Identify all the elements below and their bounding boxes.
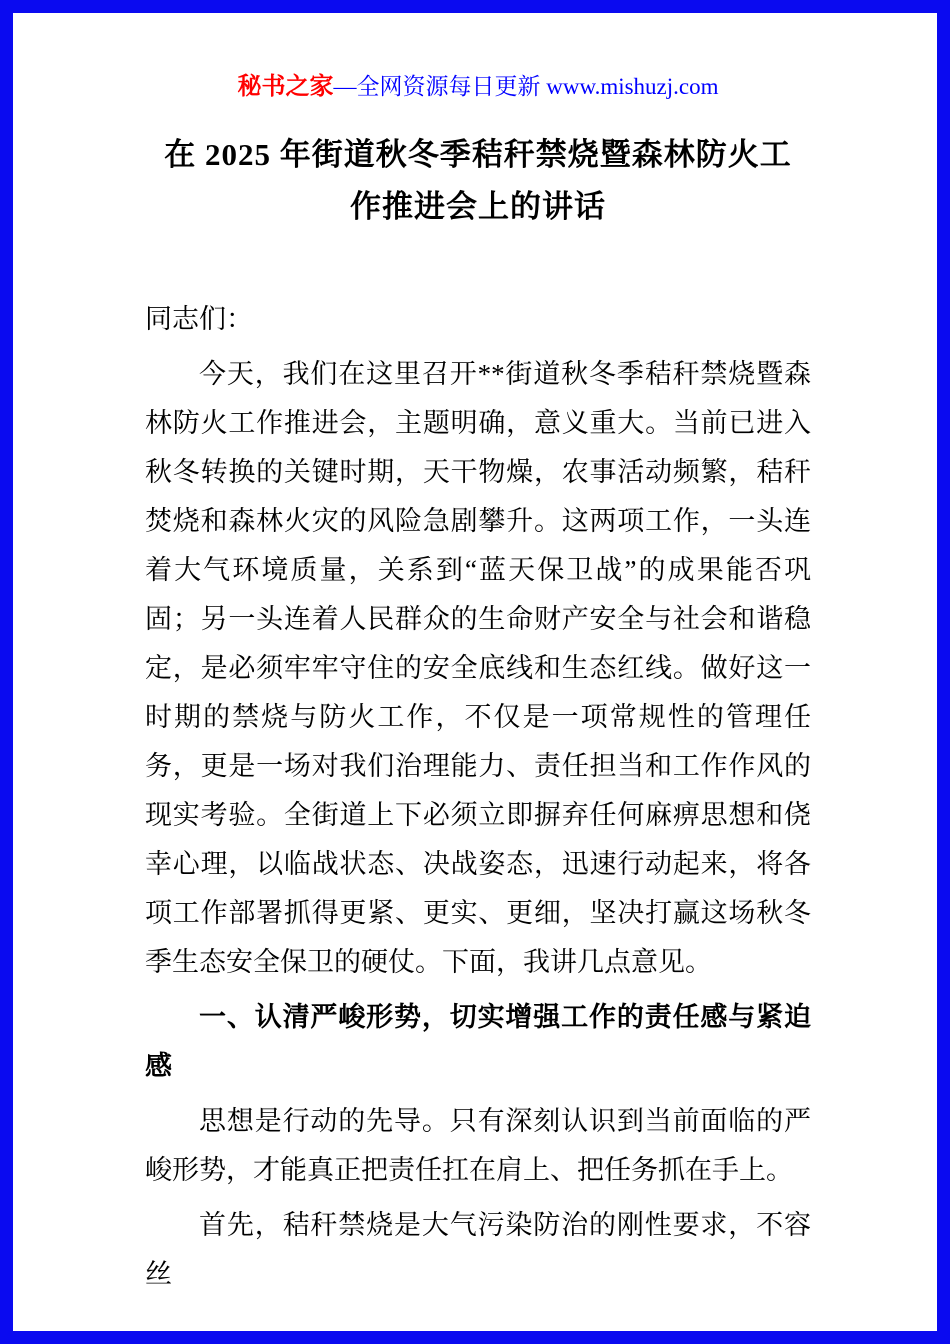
paragraph-intro: 今天，我们在这里召开**街道秋冬季秸秆禁烧暨森林防火工作推进会，主题明确，意义重大。当前已进入秋冬转换的关键时期，天干物燥，农事活动频繁，秸秆焚烧和森林火灾的风险急剧攀升。这两项工作，一头连着大气环境质量，关系到“蓝天保卫战”的成果能否巩固；另一头连着人民群众的生命财产安全与社会和谐稳定，是必须牢牢守住的安全底线和生态红线。做好这一时期的禁烧与防火工作，不仅是一项常规性的管理任务，更是一场对我们治理能力、责任担当和工作作风的现实考验。全街道上下必须立即摒弃任何麻痹思想和侥幸心理，以临战状态、决战姿态，迅速行动起来，将各项工作部署抓得更紧、更实、更细，坚决打赢这场秋冬季生态安全保卫的硬仗。下面，我讲几点意见。: [145, 359, 811, 977]
site-header: [145, 71, 811, 103]
site-tagline: —全网资源每日更新 www.mishuzj.com: [333, 74, 719, 99]
paragraph-thought: 思想是行动的先导。只有深刻认识到当前面临的严峻形势，才能真正把责任扛在肩上、把任务抓在手上。: [145, 1106, 811, 1185]
document-title: 在 2025 年街道秋冬季秸秆禁烧暨森林防火工作推进会上的讲话: [164, 137, 792, 224]
site-brand: 秘书之家: [237, 74, 334, 100]
document-page: [13, 13, 937, 1331]
section-heading-1: 一、认清严峻形势，切实增强工作的责任感与紧迫感: [145, 1002, 811, 1081]
salutation: 同志们：: [145, 304, 253, 334]
paragraph-firstly: 首先，秸秆禁烧是大气污染防治的刚性要求，不容丝: [145, 1210, 811, 1289]
